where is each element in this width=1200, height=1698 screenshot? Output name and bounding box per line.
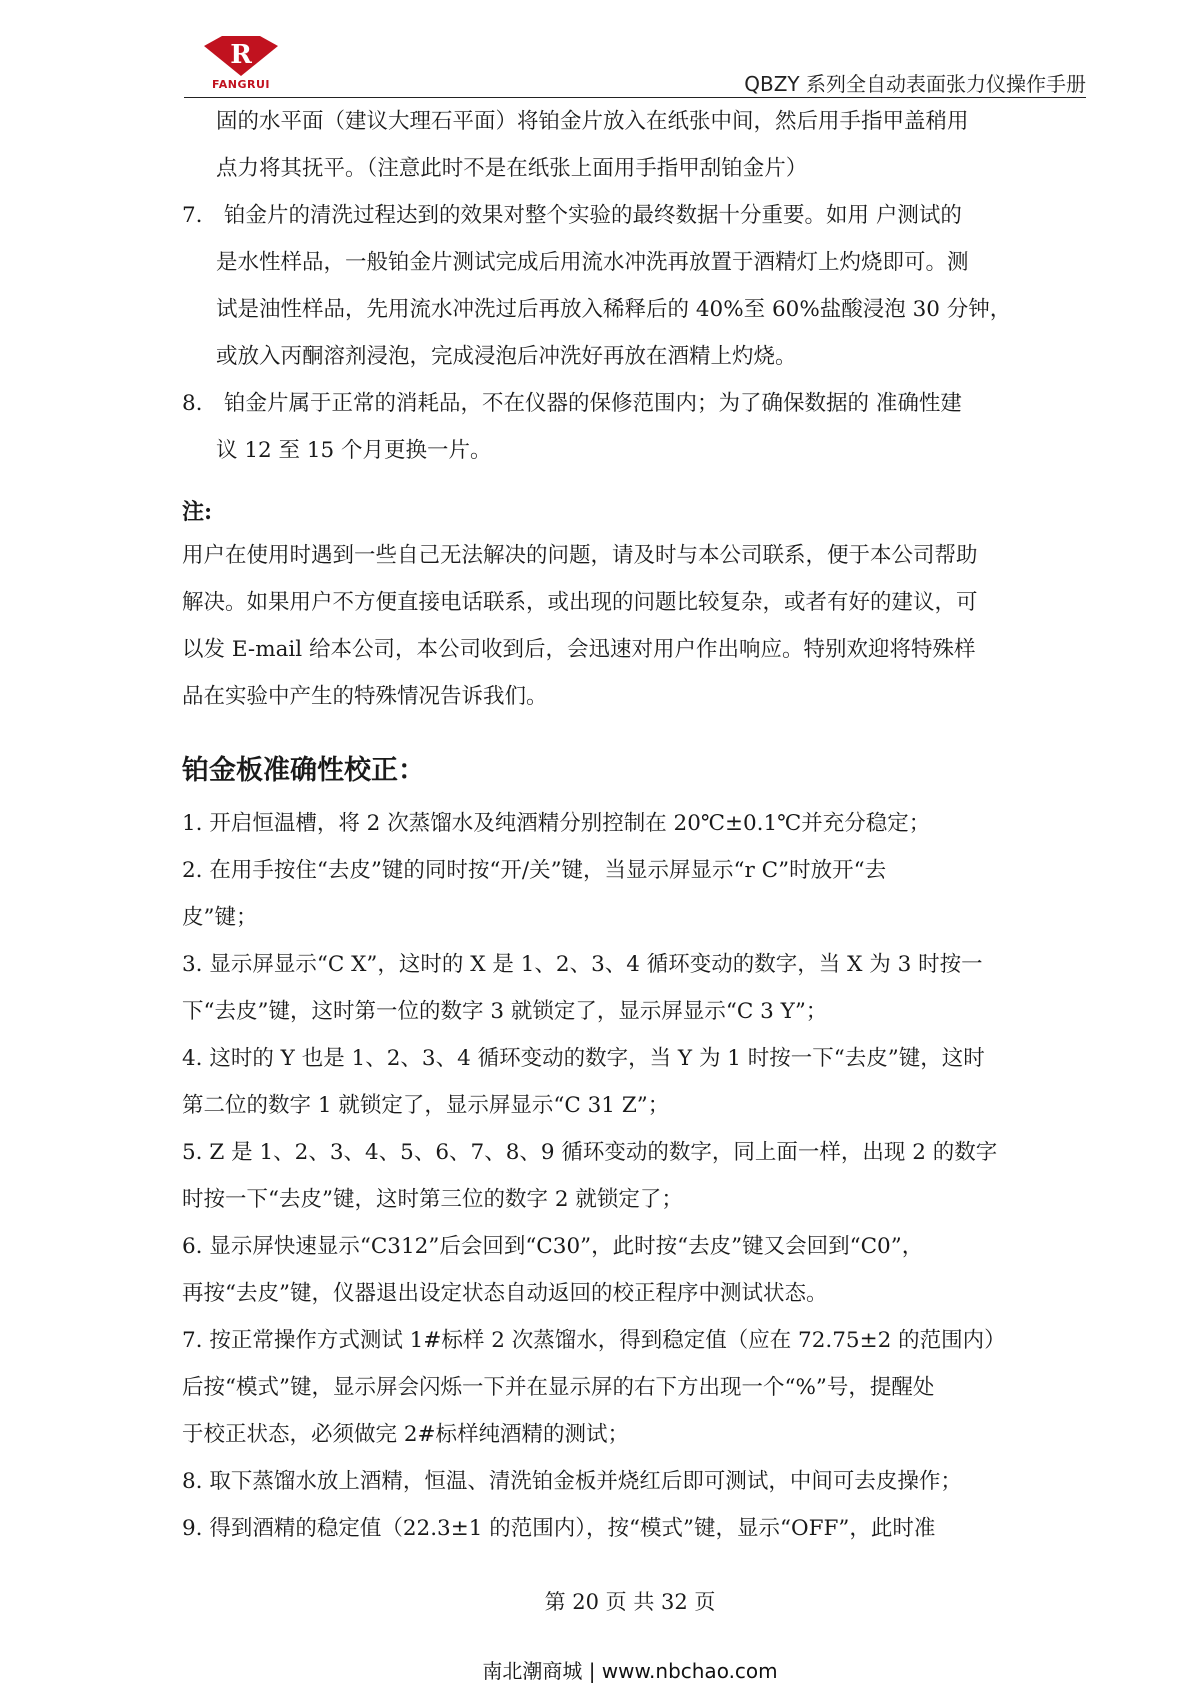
continuation-text xyxy=(182,98,1082,192)
text-line: 铂金片的清洗过程达到的效果对整个实验的最终数据十分重要。如用 户测试的 xyxy=(224,203,962,228)
list-item-7 xyxy=(182,192,1082,380)
site-footer: 南北潮商城 | www.nbchao.com xyxy=(482,1659,778,1683)
step-line: 下“去皮”键，这时第一位的数字 3 就锁定了，显示屏显示“C 3 Y”； xyxy=(182,999,828,1024)
text-line: 点力将其抚平。（注意此时不是在纸张上面用手指甲刮铂金片） xyxy=(216,156,808,181)
svg-text:R: R xyxy=(230,40,252,70)
fangrui-logo xyxy=(198,36,284,92)
note-body xyxy=(182,532,1082,720)
text-line: 用户在使用时遇到一些自己无法解决的问题，请及时与本公司联系，便于本公司帮助 xyxy=(182,543,978,568)
step-line: 后按“模式”键，显示屏会闪烁一下并在显示屏的右下方出现一个“%”号，提醒处 xyxy=(182,1375,935,1400)
step-line: 2. 在用手按住“去皮”键的同时按“开/关”键，当显示屏显示“r C”时放开“去 xyxy=(182,858,887,883)
step-line: 于校正状态，必须做完 2#标样纯酒精的测试； xyxy=(182,1422,630,1447)
text-line: 议 12 至 15 个月更换一片。 xyxy=(216,438,492,463)
step-line: 3. 显示屏显示“C X”，这时的 X 是 1、2、3、4 循环变动的数字，当 X 为 3 时按一 xyxy=(182,952,983,977)
item-number: 8. xyxy=(182,391,203,416)
step-line: 1. 开启恒温槽，将 2 次蒸馏水及纯酒精分别控制在 20℃±0.1℃并充分稳定； xyxy=(182,811,931,836)
calibration-steps xyxy=(182,800,1082,1552)
step-line: 7. 按正常操作方式测试 1#标样 2 次蒸馏水，得到稳定值（应在 72.75±2 的范围内） xyxy=(182,1328,1006,1353)
step-line: 4. 这时的 Y 也是 1、2、3、4 循环变动的数字，当 Y 为 1 时按一下“去皮”键，这时 xyxy=(182,1046,985,1071)
page-header xyxy=(184,30,1086,100)
text-line: 品在实验中产生的特殊情况告诉我们。 xyxy=(182,684,548,709)
step-line: 9. 得到酒精的稳定值（22.3±1 的范围内），按“模式”键，显示“OFF”，此时准 xyxy=(182,1516,936,1541)
manual-title: QBZY 系列全自动表面张力仪操作手册 xyxy=(744,72,1086,96)
item-number: 7. xyxy=(182,203,203,228)
page-number: 第 20 页 共 32 页 xyxy=(544,1590,716,1614)
step-line: 再按“去皮”键，仪器退出设定状态自动返回的校正程序中测试状态。 xyxy=(182,1281,828,1306)
text-line: 解决。如果用户不方便直接电话联系，或出现的问题比较复杂，或者有好的建议，可 xyxy=(182,590,978,615)
logo-text: FANGRUI xyxy=(212,78,270,91)
list-item-8 xyxy=(182,380,1082,474)
note-title: 注: xyxy=(182,499,213,525)
step-line: 皮”键； xyxy=(182,905,258,930)
step-line: 8. 取下蒸馏水放上酒精，恒温、清洗铂金板并烧红后即可测试，中间可去皮操作； xyxy=(182,1469,962,1494)
page-content xyxy=(182,98,1082,1552)
text-line: 铂金片属于正常的消耗品，不在仪器的保修范围内；为了确保数据的 准确性建 xyxy=(224,391,962,416)
step-line: 6. 显示屏快速显示“C312”后会回到“C30”，此时按“去皮”键又会回到“C0”， xyxy=(182,1234,924,1259)
section-title: 铂金板准确性校正： xyxy=(182,755,425,786)
step-line: 5. Z 是 1、2、3、4、5、6、7、8、9 循环变动的数字，同上面一样，出现 2 的数字 xyxy=(182,1140,998,1165)
step-line: 时按一下“去皮”键，这时第三位的数字 2 就锁定了； xyxy=(182,1187,683,1212)
text-line: 或放入丙酮溶剂浸泡，完成浸泡后冲洗好再放在酒精上灼烧。 xyxy=(216,344,797,369)
step-line: 第二位的数字 1 就锁定了，显示屏显示“C 31 Z”； xyxy=(182,1093,670,1118)
text-line: 以发 E-mail 给本公司，本公司收到后，会迅速对用户作出响应。特别欢迎将特殊样 xyxy=(182,637,976,662)
text-line: 固的水平面（建议大理石平面）将铂金片放入在纸张中间，然后用手指甲盖稍用 xyxy=(216,109,969,134)
text-line: 是水性样品，一般铂金片测试完成后用流水冲洗再放置于酒精灯上灼烧即可。测 xyxy=(216,250,969,275)
text-line: 试是油性样品，先用流水冲洗过后再放入稀释后的 40%至 60%盐酸浸泡 30 分钟， xyxy=(216,297,1012,322)
